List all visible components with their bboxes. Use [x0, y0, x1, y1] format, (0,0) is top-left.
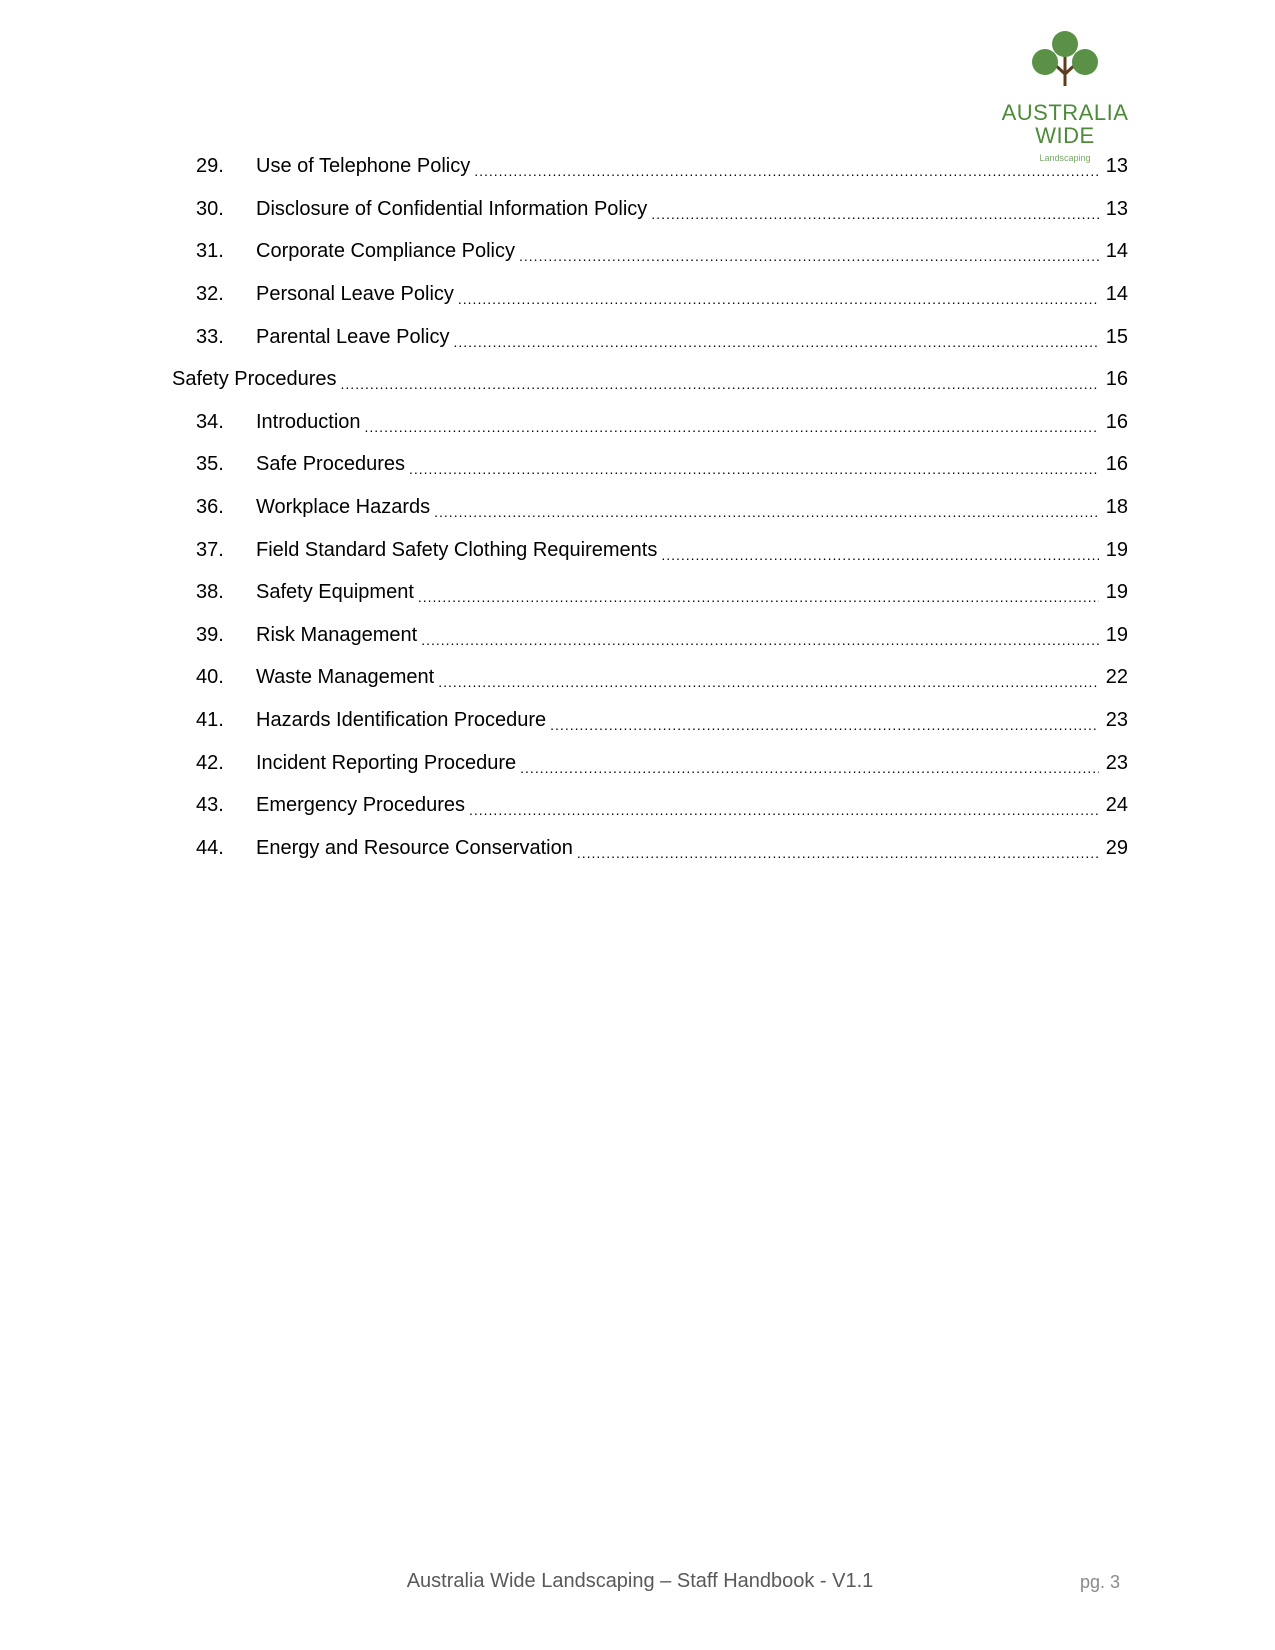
toc-entry[interactable]: [172, 528, 1128, 571]
toc-entry-number: 39.: [196, 623, 224, 646]
toc-entry-page: 23: [1105, 751, 1128, 774]
toc-leader-dots: [341, 367, 1099, 391]
toc-section-entry[interactable]: [172, 358, 1128, 401]
toc-entry[interactable]: [172, 571, 1128, 614]
toc-entry-number: 40.: [196, 666, 224, 689]
toc-entry[interactable]: [172, 699, 1128, 742]
toc-leader-dots: [409, 452, 1099, 476]
footer-page-number: pg. 3: [1080, 1572, 1121, 1592]
toc-entry[interactable]: [172, 443, 1128, 486]
logo-text-line1: AUSTRALIA: [1001, 100, 1129, 125]
toc-entry-page: 19: [1105, 623, 1128, 646]
toc-entry-title: Workplace Hazards: [256, 496, 431, 519]
toc-entry-page: 18: [1105, 496, 1128, 519]
toc-entry[interactable]: [172, 145, 1128, 188]
toc-entry-number: 30.: [196, 197, 224, 220]
toc-entry-number: 29.: [196, 155, 224, 178]
toc-entry-title: Hazards Identification Procedure: [256, 709, 547, 732]
toc-entry-page: 14: [1105, 240, 1128, 263]
toc-entry-title: Emergency Procedures: [256, 794, 465, 817]
toc-entry-title: Personal Leave Policy: [256, 283, 454, 306]
toc-entry[interactable]: [172, 230, 1128, 273]
toc-entry-title: Parental Leave Policy: [256, 325, 450, 348]
toc-entry-title: Waste Management: [256, 666, 435, 689]
toc-entry[interactable]: [172, 401, 1128, 444]
toc-leader-dots: [458, 282, 1099, 306]
toc-entry-page: 14: [1105, 283, 1128, 306]
toc-entry[interactable]: [172, 656, 1128, 699]
toc-entry-number: 35.: [196, 453, 224, 476]
toc-entry-title: Safety Equipment: [256, 581, 414, 604]
toc-leader-dots: [453, 325, 1099, 349]
footer-title: Australia Wide Landscaping – Staff Handbook - V1.1: [406, 1570, 874, 1592]
toc-leader-dots: [421, 623, 1099, 647]
toc-entry-number: 44.: [196, 836, 224, 859]
toc-entry-page: 29: [1105, 836, 1128, 859]
toc-entry-number: 34.: [196, 410, 224, 433]
toc-entry-page: 16: [1105, 453, 1128, 476]
toc-entry-title: Energy and Resource Conservation: [256, 836, 573, 859]
toc-entry-title: Safety Procedures: [172, 368, 337, 391]
toc-leader-dots: [474, 154, 1099, 178]
toc-entry-title: Field Standard Safety Clothing Requirements: [256, 538, 658, 561]
toc-entry[interactable]: [172, 784, 1128, 827]
toc-entry-number: 31.: [196, 240, 224, 263]
toc-entry-page: 19: [1105, 581, 1128, 604]
toc-entry-page: 16: [1105, 410, 1128, 433]
toc-entry[interactable]: [172, 614, 1128, 657]
toc-entry-title: Safe Procedures: [256, 453, 405, 476]
toc-leader-dots: [418, 580, 1099, 604]
toc-entry[interactable]: [172, 188, 1128, 231]
toc-leader-dots: [577, 836, 1099, 860]
toc-leader-dots: [520, 751, 1099, 775]
toc-entry[interactable]: [172, 273, 1128, 316]
toc-entry-number: 42.: [196, 751, 224, 774]
toc-leader-dots: [438, 665, 1099, 689]
toc-entry-page: 23: [1105, 709, 1128, 732]
toc-entry-title: Disclosure of Confidential Information Policy: [256, 197, 648, 220]
toc-entry-page: 15: [1105, 325, 1128, 348]
toc-entry-number: 38.: [196, 581, 224, 604]
toc-entry-title: Risk Management: [256, 623, 418, 646]
logo-text-line3: Landscaping: [1039, 153, 1091, 163]
toc-leader-dots: [469, 793, 1099, 817]
toc-entry-title: Use of Telephone Policy: [256, 155, 471, 178]
toc-entry-page: 24: [1105, 794, 1128, 817]
toc-entry[interactable]: [172, 741, 1128, 784]
toc-leader-dots: [519, 239, 1099, 263]
toc-entry-number: 36.: [196, 496, 224, 519]
toc-leader-dots: [651, 197, 1099, 221]
toc-leader-dots: [365, 410, 1099, 434]
toc-entry[interactable]: [172, 315, 1128, 358]
toc-entry-number: 32.: [196, 283, 224, 306]
toc-entry[interactable]: [172, 827, 1128, 870]
table-of-contents: [172, 145, 1128, 869]
toc-entry-title: Incident Reporting Procedure: [256, 751, 517, 774]
toc-leader-dots: [661, 538, 1099, 562]
tree-icon: [1030, 30, 1100, 88]
toc-entry-title: Corporate Compliance Policy: [256, 240, 516, 263]
toc-entry-number: 41.: [196, 709, 224, 732]
toc-entry-number: 43.: [196, 794, 224, 817]
toc-entry-page: 16: [1105, 368, 1128, 391]
toc-entry-page: 13: [1105, 197, 1128, 220]
toc-entry-number: 33.: [196, 325, 224, 348]
toc-entry-title: Introduction: [256, 410, 361, 433]
toc-leader-dots: [434, 495, 1099, 519]
toc-entry[interactable]: [172, 486, 1128, 529]
toc-entry-page: 22: [1105, 666, 1128, 689]
logo-text-line2: WIDE: [1035, 123, 1095, 148]
toc-entry-page: 13: [1105, 155, 1128, 178]
toc-entry-page: 19: [1105, 538, 1128, 561]
toc-entry-number: 37.: [196, 538, 224, 561]
toc-leader-dots: [550, 708, 1099, 732]
